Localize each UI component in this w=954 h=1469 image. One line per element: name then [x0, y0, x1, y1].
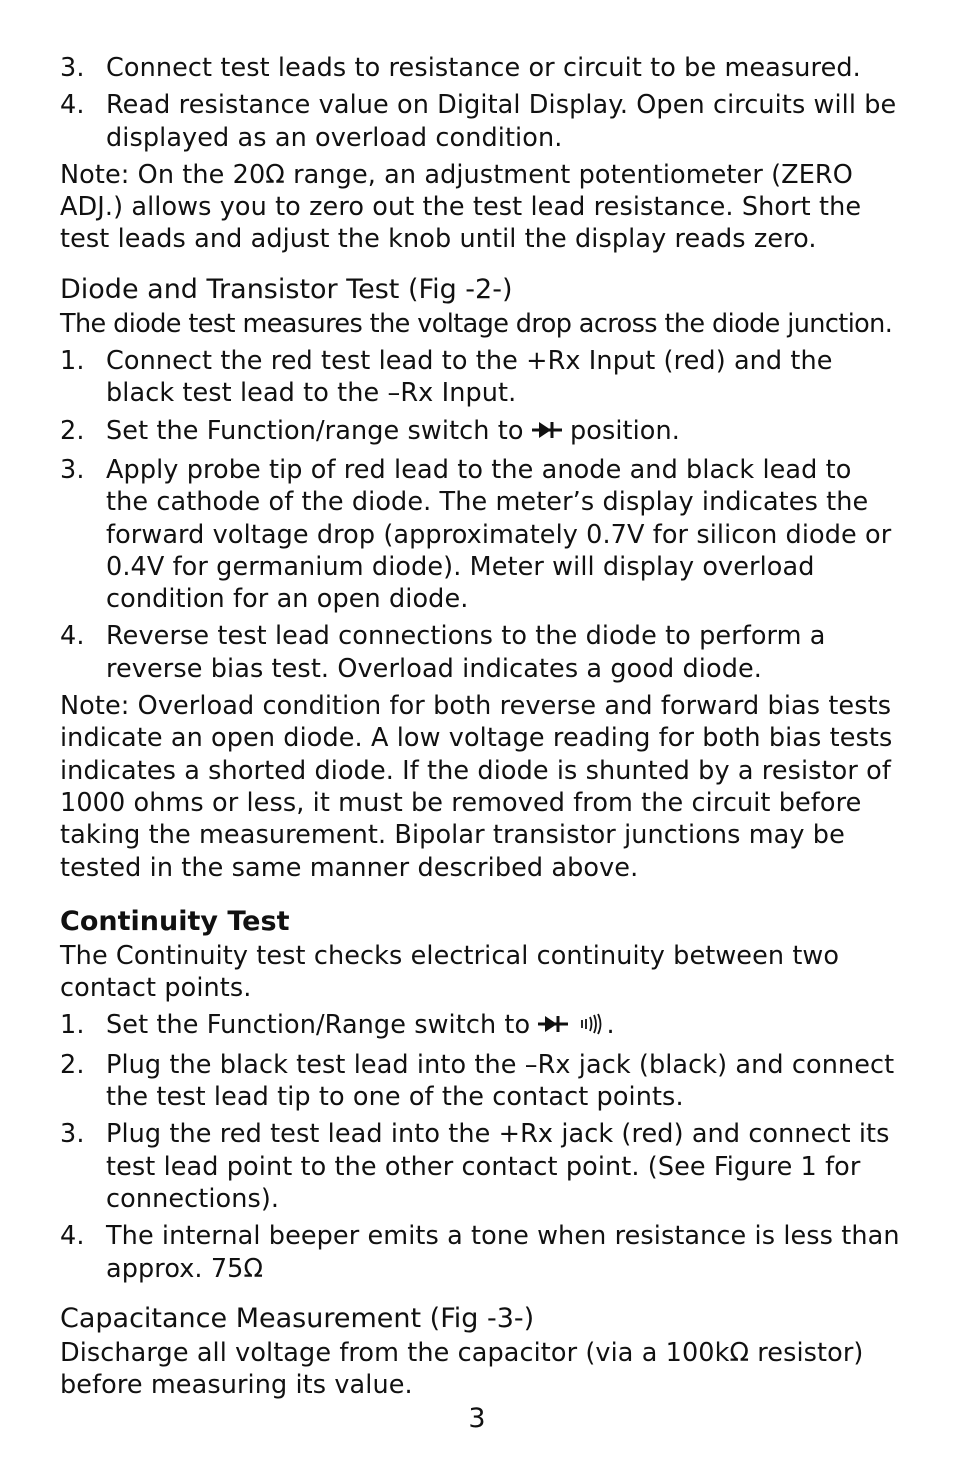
list-item [60, 1220, 900, 1285]
list-number: 2. [60, 415, 85, 446]
list-number: 3. [60, 454, 85, 485]
continuity-intro: The Continuity test checks electrical continuity between two contact points. [60, 940, 840, 1004]
diode-icon [538, 1011, 568, 1043]
list-text [106, 415, 900, 449]
list-text-post: . [606, 1010, 615, 1041]
list-text: Read resistance value on Digital Display. Open circuits will be displayed as an overload condition. [106, 90, 897, 153]
list-text [106, 1009, 900, 1043]
list-text: Connect the red test lead to the +Rx Input (red) and the black test lead to the –Rx Input. [106, 346, 833, 409]
list-text-pre: Set the Function/Range switch to [106, 1010, 539, 1041]
list-item [60, 1118, 900, 1215]
capacitance-intro: Discharge all voltage from the capacitor (via a 100kΩ resistor) before measuring its value. [60, 1337, 864, 1401]
list-text: Apply probe tip of red lead to the anode and black lead to the cathode of the diode. The meter’s display indicates the forward voltage drop (approximately 0.7V for silicon diode or 0.4V for germanium diode). Meter will display overload condition for an open diode. [106, 454, 892, 615]
list-item [60, 89, 900, 154]
list-number: 1. [60, 346, 85, 377]
list-item [60, 345, 900, 410]
list-number: 3. [60, 1119, 85, 1150]
list-item [60, 52, 900, 84]
list-item [60, 1049, 900, 1114]
diode-icon [532, 417, 562, 449]
section-heading-capacitance: Capacitance Measurement (Fig -3-) [60, 1302, 535, 1334]
diode-note: Note: Overload condition for both reverse and forward bias tests indicate an open diode. A low voltage reading for both bias tests indicates a shorted diode. If the diode is shunted by a resistor of 1000 ohms or less, it must be removed from the circuit before taking the measurement. Bipolar transistor junctions may be tested in the same manner described above. [60, 691, 893, 883]
list-number: 2. [60, 1049, 85, 1080]
list-text: Reverse test lead connections to the diode to perform a reverse bias test. Overload indicates a good diode. [106, 621, 826, 684]
list-text: Plug the red test lead into the +Rx jack (red) and connect its test lead point to the other contact point. (See Figure 1 for connections). [106, 1119, 890, 1214]
list-text: The internal beeper emits a tone when resistance is less than approx. 75Ω [106, 1221, 900, 1284]
list-text: Connect test leads to resistance or circuit to be measured. [106, 53, 861, 83]
list-text-pre: Set the Function/range switch to [106, 415, 532, 446]
sound-wave-icon [580, 1011, 606, 1043]
list-number: 4. [60, 1221, 85, 1252]
list-number: 4. [60, 90, 85, 121]
list-number: 1. [60, 1010, 85, 1041]
page-content [60, 52, 900, 1406]
list-item [60, 454, 900, 615]
list-text-post: position. [561, 415, 680, 446]
list-item [60, 620, 900, 685]
list-number: 4. [60, 621, 85, 652]
page-number: 3 [468, 1403, 486, 1434]
diode-intro: The diode test measures the voltage drop across the diode junction. [60, 308, 893, 339]
list-item [60, 1009, 900, 1043]
list-number: 3. [60, 53, 85, 83]
section-heading-diode: Diode and Transistor Test (Fig -2-) [60, 273, 513, 305]
list-text: Plug the black test lead into the –Rx jack (black) and connect the test lead tip to one of the contact points. [106, 1049, 895, 1113]
section-heading-continuity: Continuity Test [60, 905, 290, 937]
list-item [60, 415, 900, 449]
note-zero-adjust: Note: On the 20Ω range, an adjustment potentiometer (ZERO ADJ.) allows you to zero out the test lead resistance. Short the test leads and adjust the knob until the display reads zero. [60, 159, 862, 255]
